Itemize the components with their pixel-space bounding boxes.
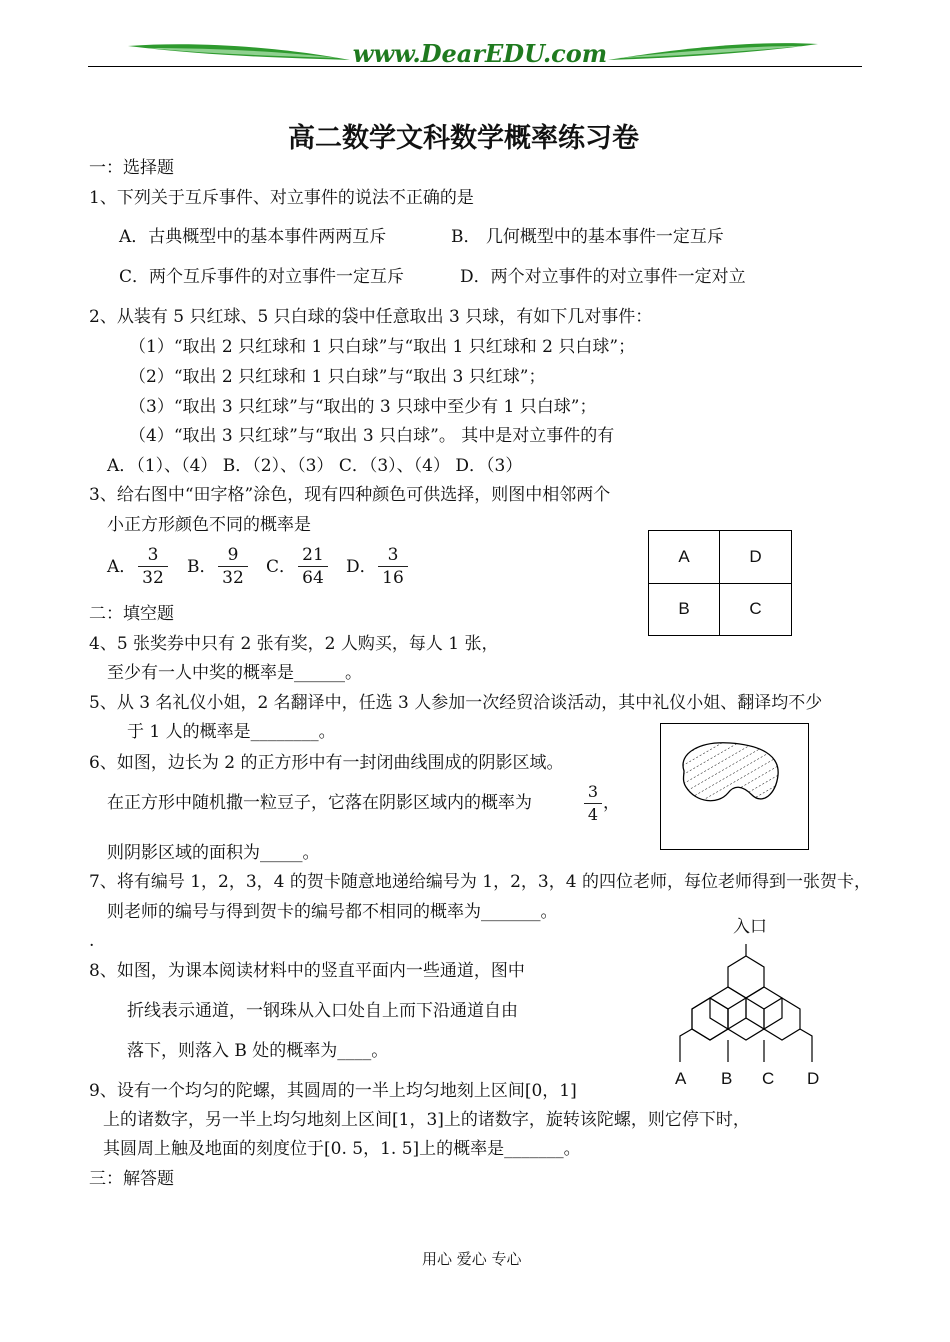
numerator: 3 [147,545,159,565]
header-banner [88,36,862,68]
q3-line-2: 小正方形颜色不同的概率是 [107,515,311,535]
q2-stem: 2、从装有 5 只红球、5 只白球的袋中任意取出 3 只球，有如下几对事件： [89,307,653,327]
q1-option-d: D．两个对立事件的对立事件一定对立 [460,267,746,287]
q2-event-4: （4）“取出 3 只红球”与“取出 3 只白球”。 其中是对立事件的有 [129,426,615,446]
q3-fraction-c [298,545,328,588]
section-2-heading: 二：填空题 [89,604,174,624]
q1-option-b: B． 几何概型中的基本事件一定互斥 [451,227,724,247]
q6-line-2: 在正方形中随机撒一粒豆子，它落在阴影区域内的概率为 [107,793,532,813]
grid-cell-d: D [749,547,762,566]
q3-option-d-label: D． [346,557,377,577]
fraction-bar [378,566,408,567]
grid-cell-a: A [678,547,690,566]
q4-line-1: 4、5 张奖券中只有 2 张有奖，2 人购买，每人 1 张， [89,634,499,654]
numerator: 3 [387,545,399,565]
fraction-bar [138,566,168,567]
q8-exit-b-label: B [721,1069,733,1088]
denominator: 32 [142,568,164,588]
q7-line-2: 则老师的编号与得到贺卡的编号都不相同的概率为_______。 [107,902,558,922]
exit-channel-a [680,1029,692,1062]
section-1-heading: 一：选择题 [89,158,174,178]
denominator: 4 [587,805,599,824]
q3-fraction-b [218,545,248,588]
q8-line-1: 8、如图，为课本阅读材料中的竖直平面内一些通道，图中 [89,961,525,981]
q8-channel-figure [670,940,830,1068]
exit-channel-d [800,1029,812,1062]
q6-shaded-region-figure [660,723,810,851]
q8-line-3: 落下，则落入 B 处的概率为____。 [127,1041,389,1061]
q9-line-3: 其圆周上触及地面的刻度位于[0. 5，1. 5]上的概率是_______。 [103,1139,581,1159]
fraction-bar [298,566,328,567]
q1-option-a: A．古典概型中的基本事件两两互斥 [119,227,387,247]
section-3-heading: 三：解答题 [89,1169,174,1189]
q9-line-2: 上的诸数字，另一半上均匀地刻上区间[1，3]上的诸数字，旋转该陀螺，则它停下时， [103,1110,750,1130]
q8-line-2: 折线表示通道，一钢珠从入口处自上而下沿通道自由 [127,1001,518,1021]
q7-line-1: 7、将有编号 1，2，3，4 的贺卡随意地递给编号为 1，2，3，4 的四位老师，每位老师得到一张贺卡， [89,872,871,892]
header-rule [88,66,862,67]
numerator: 21 [302,545,324,565]
q3-fraction-d [378,545,408,588]
q4-line-2: 至少有一人中奖的概率是______。 [107,663,362,683]
page-footer: 用心 爱心 专心 [422,1250,522,1268]
q2-options: A．（1）、（4） B．（2）、（3） C．（3）、（4） D．（3） [107,456,523,476]
q3-fraction-a [138,545,168,588]
q8-exit-d-label: D [807,1069,820,1088]
q3-option-a-label: A． [107,557,137,577]
q2-event-2: （2）“取出 2 只红球和 1 只白球”与“取出 3 只红球”； [129,367,546,387]
fraction-bar [218,566,248,567]
q3-grid-figure [648,530,792,636]
q8-exit-a-label: A [675,1069,687,1088]
fraction-bar [584,803,602,804]
numerator: 3 [587,782,599,801]
q1-option-c: C．两个互斥事件的对立事件一定互斥 [119,267,405,287]
q7-stray-dot: . [89,931,95,951]
denominator: 64 [302,568,324,588]
q6-line-3: 则阴影区域的面积为_____。 [107,843,320,863]
q6-line-2-end: ， [603,793,620,813]
q8-exit-c-label: C [762,1069,775,1088]
grid-horizontal-line [649,583,791,584]
q3-option-c-label: C． [266,557,297,577]
q6-line-1: 6、如图，边长为 2 的正方形中有一封闭曲线围成的阴影区域。 [89,753,564,773]
denominator: 32 [222,568,244,588]
denominator: 16 [382,568,404,588]
q2-event-1: （1）“取出 2 只红球和 1 只白球”与“取出 1 只红球和 2 只白球”； [129,337,636,357]
page-title: 高二数学文科数学概率练习卷 [288,123,639,154]
hexagon [728,956,764,998]
grid-cell-c: C [749,599,762,618]
grid-cell-b: B [678,599,690,618]
site-name: www.DearEDU.com [352,39,608,68]
numerator: 9 [227,545,239,565]
q2-event-3: （3）“取出 3 只红球”与“取出的 3 只球中至少有 1 只白球”； [129,397,597,417]
q8-entrance-label: 入口 [733,917,767,937]
q3-line-1: 3、给右图中“田字格”涂色，现有四种颜色可供选择，则图中相邻两个 [89,485,611,505]
q6-fraction [584,782,602,825]
q5-line-1: 5、从 3 名礼仪小姐，2 名翻译中，任选 3 人参加一次经贸洽谈活动，其中礼仪小姐、翻译均不少 [89,693,823,713]
q1-stem: 1、下列关于互斥事件、对立事件的说法不正确的是 [89,188,474,208]
q3-option-b-label: B． [187,557,217,577]
q5-line-2: 于 1 人的概率是________。 [127,722,336,742]
q9-line-1: 9、设有一个均匀的陀螺，其圆周的一半上均匀地刻上区间[0，1] [89,1081,577,1101]
